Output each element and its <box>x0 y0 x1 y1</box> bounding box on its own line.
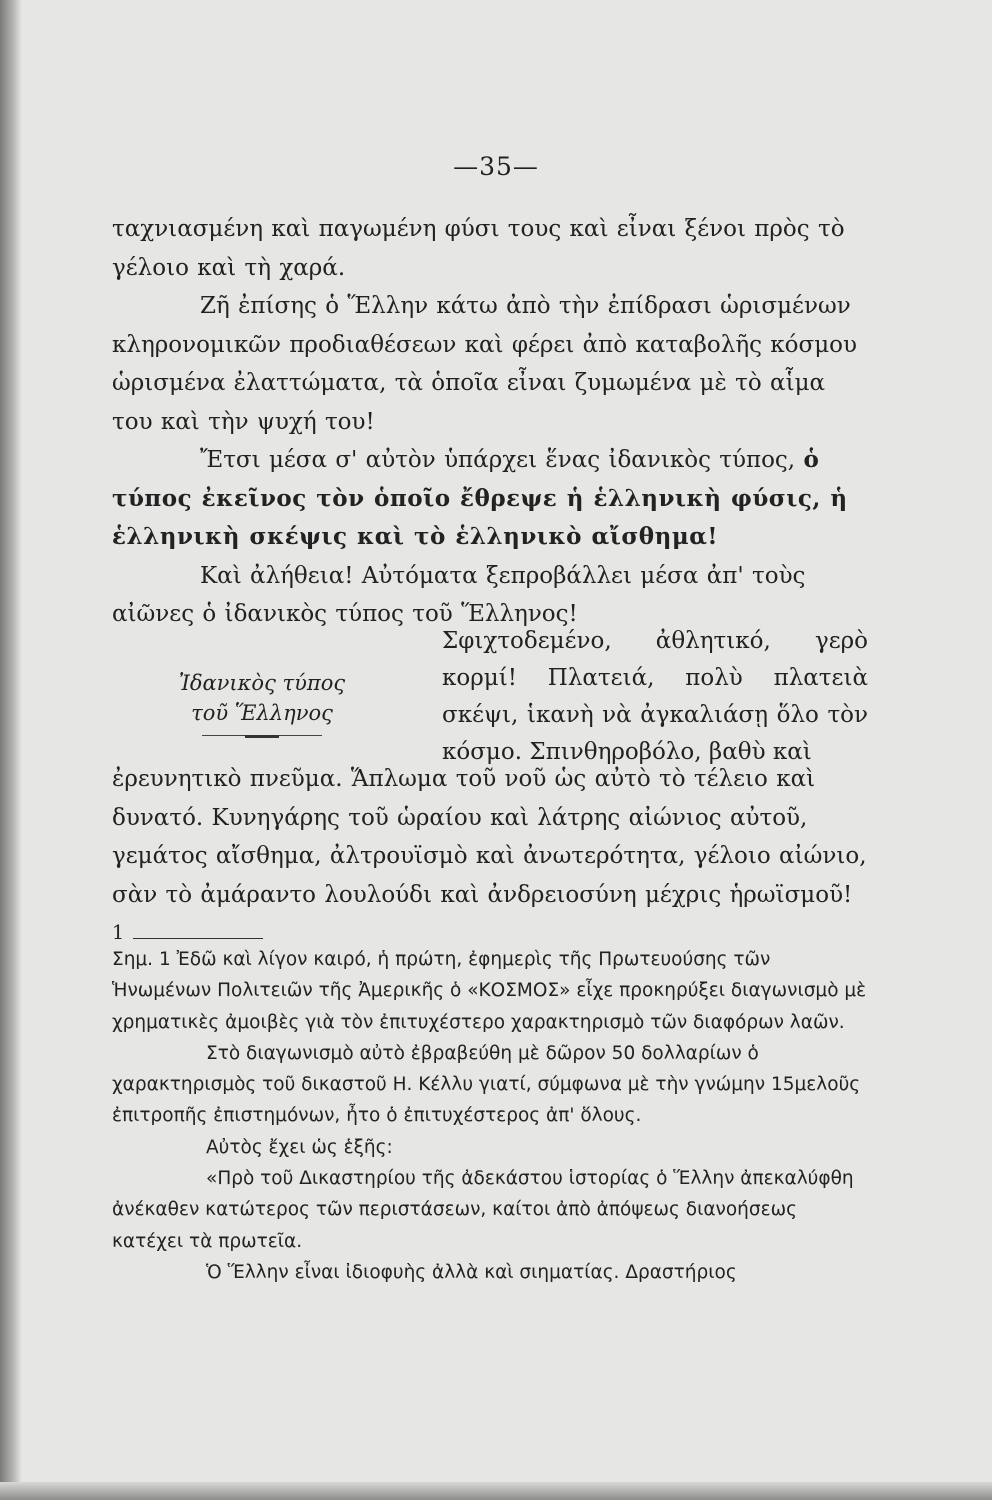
footnote-reference: 1 <box>112 921 125 944</box>
footnote-paragraph-5: Ὁ Ἕλλην εἶναι ἰδιοφυὴς ἀλλὰ καὶ σιηματίας. Δραστήριος <box>206 1261 737 1283</box>
margin-heading-rule <box>202 735 322 736</box>
footnote-divider <box>133 938 263 939</box>
margin-heading-line-2: τοῦ Ἕλληνος <box>191 701 333 725</box>
page-left-edge <box>0 0 22 1500</box>
main-text-upper <box>112 210 868 634</box>
footnote-paragraph-2: Στὸ διαγωνισμὸ αὐτὸ ἐβραβεύθη μὲ δῶρον 50 δολλαρίων ὁ χαρακτηρισμὸς τοῦ δικαστοῦ Η. Κέλλυ γιατί, σύμφωνα μὲ τὴν γνώμην 15μελοῦς ἐπιτροπῆς ἐπιστημόνων, ἦτο ὁ ἐπιτυχέστερος ἀπ' ὅλους. <box>112 1042 861 1127</box>
footnote-paragraph-4: «Πρὸ τοῦ Δικαστηρίου τῆς ἀδεκάστου ἱστορίας ὁ Ἕλλην ἀπεκαλύφθη ἀνέκαθεν κατώτερος τῶν περιστάσεων, καίτοι ἀπὸ ἀπόψεως διανοήσεως κατέχει τὰ πρωτεῖα. <box>112 1168 854 1252</box>
page-number: —35— <box>453 152 539 181</box>
page-bottom-edge <box>0 1482 992 1500</box>
main-text-lower <box>112 760 868 960</box>
paragraph-3-start: Ἔτσι μέσα σ' αὐτὸν ὑπάρχει ἕνας ἰδανικὸς τύπος, <box>200 447 804 473</box>
margin-heading-line-1: Ἰδανικὸς τύπος <box>178 671 346 695</box>
paragraph-3-emphasis: ὁ τύπος ἐκεῖνος τὸν ὁποῖο ἔθρεψε ἡ ἑλληνικὴ φύσις, ἡ ἑλληνικὴ σκέψις καὶ τὸ ἑλληνικὸ αἴσθημα! <box>112 446 848 550</box>
paragraph-5 <box>112 760 868 960</box>
footnote-block <box>112 944 868 1288</box>
paragraph-1: ταχνιασμένη καὶ παγωμένη φύσι τους καὶ εἶναι ξένοι πρὸς τὸ γέλοιο καὶ τὴ χαρά. <box>112 216 845 281</box>
paragraph-5-text: ἐρευνητικὸ πνεῦμα. Ἅπλωμα τοῦ νοῦ ὡς αὐτὸ τὸ τέλειο καὶ δυνατό. Κυνηγάρης τοῦ ὡραίου καὶ λάτρης αἰώνιος αὐτοῦ, γεμάτος αἴσθημα, ἀλτρουϊσμὸ καὶ ἀνωτερότητα, γέλοιο αἰώνιο, σὰν τὸ ἀμάραντο λουλούδι καὶ ἀνδρειοσύνη μέχρις ἡρωϊσμοῦ! <box>112 766 867 908</box>
paragraph-3 <box>112 441 868 557</box>
right-column-paragraph: Σφιχτοδεμένο, ἀθλητικό, γερὸ κορμί! Πλατειά, πολὺ πλατειὰ σκέψι, ἱκανὴ νὰ ἀγκαλιάσῃ ὅλο τὸν κόσμο. Σπινθηροβόλο, βαθὺ καὶ <box>442 628 868 765</box>
footnote-paragraph-3: Αὐτὸς ἔχει ὡς ἑξῆς: <box>206 1136 393 1158</box>
right-column-text <box>442 623 868 771</box>
footnote-paragraph-1: Σημ. 1 Ἐδῶ καὶ λίγον καιρό, ἡ πρώτη, ἐφημερὶς τῆς Πρωτευούσης τῶν Ἡνωμένων Πολιτειῶν τῆς Ἀμερικῆς ὁ «ΚΟΣΜΟΣ» εἶχε προκηρύξει διαγωνισμὸ μὲ χρηματικὲς ἀμοιβὲς γιὰ τὸν ἐπιτυχέστερο χαρακτηρισμὸ τῶν διαφόρων λαῶν. <box>112 949 867 1033</box>
margin-heading <box>112 668 412 736</box>
paragraph-2: Ζῆ ἐπίσης ὁ Ἕλλην κάτω ἀπὸ τὴν ἐπίδρασι ὡρισμένων κληρονομικῶν προδιαθέσεων καὶ φέρει ἀπὸ καταβολῆς κόσμου ὡρισμένα ἐλαττώματα, τὰ ὁποῖα εἶναι ζυμωμένα μὲ τὸ αἷμα του καὶ τὴν ψυχή του! <box>112 293 858 435</box>
paragraph-4: Καὶ ἀλήθεια! Αὐτόματα ξεπροβάλλει μέσα ἀπ' τοὺς αἰῶνες ὁ ἰδανικὸς τύπος τοῦ Ἕλληνος! <box>112 562 806 627</box>
